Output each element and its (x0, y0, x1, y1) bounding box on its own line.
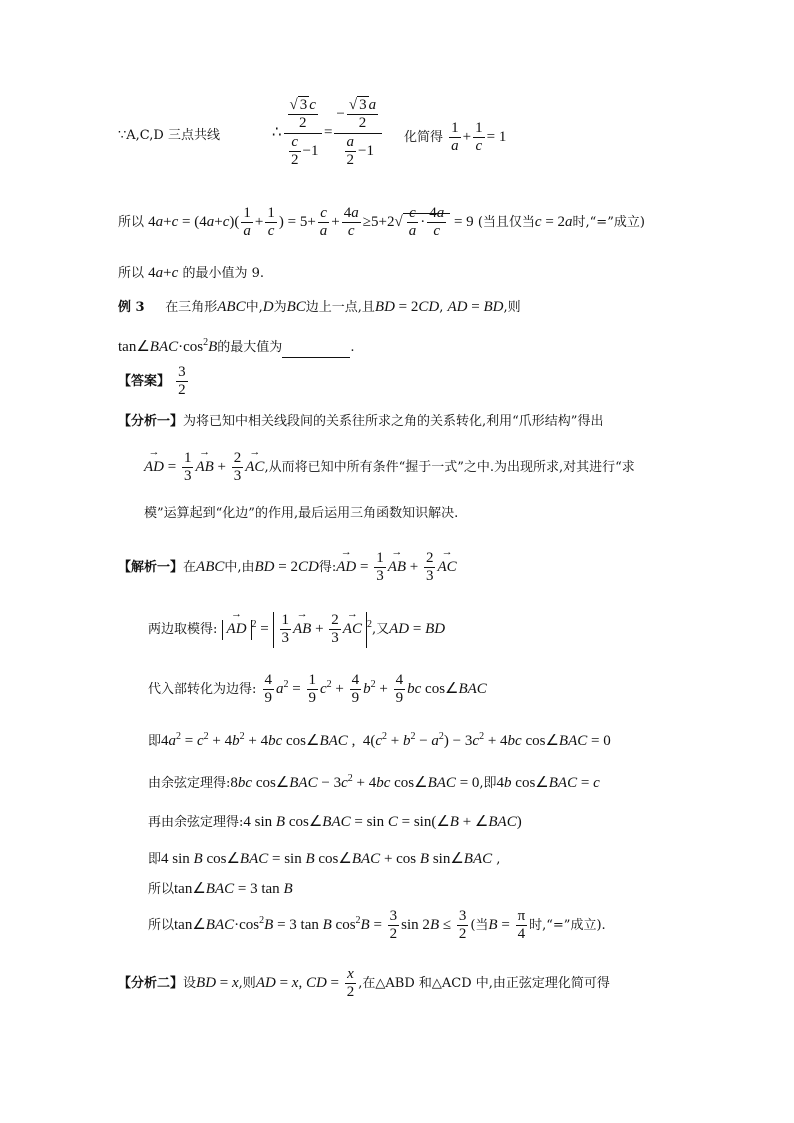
analysis-1-line-3 (144, 506, 458, 523)
solution-1-text-c: 得: (318, 560, 337, 576)
step-expand-label: 即 (148, 734, 162, 749)
step-cosine-law-label: 由余弦定理得: (148, 776, 231, 791)
step-final-label: 所以 (148, 918, 175, 934)
minimum-line: 所以 4a+c 的最小值为 9. (118, 265, 264, 281)
minimum-text: 的最小值为 9. (182, 266, 264, 281)
analysis-2-text-b: ,则 (238, 976, 256, 992)
analysis-2-text-c: ,在△ABD 和△ACD 中,由正弦定理化简可得 (358, 976, 610, 992)
step-cosine-law-text: ,即 (479, 776, 497, 791)
step-cosine-law: 由余弦定理得:8bc cos∠BAC − $3c^2 + 4bc$ cos∠BAC = 0,即4b cos∠BAC = c (148, 773, 600, 791)
analysis-1-text-3: 模”运算起到“化边”的作用,最后运用三角函数知识解决. (144, 506, 459, 521)
step-modulus: 两边取模得: → AD $^2$ = $\frac{1}{3}$ → AB + $\frac{2}{3}$ → AC $^2$,又AD = BD (148, 612, 445, 648)
step-substitute-label: 代入部转化为边得: (148, 682, 257, 698)
step-expand-sine: 即4 sin B cos∠BAC = sin B cos∠BAC + cos B sin∠BAC , (148, 851, 501, 867)
simplify-value: = 1 (486, 129, 507, 146)
analysis-1-formula-line: → AD = $\frac{1}{3}$ → AB + $\frac{2}{3}$ → AC,从而将已知中所有条件“握于一式”之中.为出现所求,对其进行“求 (144, 450, 635, 486)
example-3-question: $\tan\angle BAC\cdot\cos^2B$的最大值为 . (118, 336, 354, 358)
analysis-2-text-a: 设 (183, 976, 197, 992)
example-3-line: 例 3 在三角形ABC中,D为BC边上一点,且BD = 2CD, AD = BD,则 (118, 299, 521, 315)
example-3-text-4: 边上一点,且 (305, 300, 375, 315)
solution-1-line: 【解析一】在ABC中,由BD = 2CD得:→ AD = $\frac{1}{3}$ → AB + $\frac{2}{3}$ → AC (118, 550, 457, 586)
example-3-text-3: 为 (273, 300, 287, 315)
step-sine-law-label: 再由余弦定理得: (148, 815, 244, 830)
analysis-1-label: 【分析一】 (118, 414, 184, 429)
step-tan-label: 所以 (148, 882, 175, 897)
example-3-text-5: ,则 (503, 300, 521, 315)
solution-1-label: 【解析一】 (118, 560, 184, 576)
example-3-text-2: 中, (245, 300, 263, 315)
collinear-text: ∵A,C,D 三点共线 (118, 128, 220, 143)
step-expand: 即$4a^2 = c^2 + 4b^2 + 4bc$ cos∠BAC , $4(c^2 + b^2 - a^2) - 3c^2 + 4bc$ cos∠BAC = 0 (148, 731, 611, 749)
simplify-label: 化简得 (404, 130, 444, 146)
answer-blank (282, 343, 350, 358)
minimum-prefix: 所以 (118, 266, 145, 281)
step-expand-sine-label: 即 (148, 852, 162, 867)
inequality-prefix: 所以 (118, 215, 145, 231)
equality-condition-close: 时,“=”成立) (572, 215, 645, 231)
analysis-1-text-2: ,从而将已知中所有条件“握于一式”之中.为出现所求,对其进行“求 (264, 460, 635, 476)
inequality-line: 所以 4a+c = (4a+c)( $\frac{1}{a}$ + $\frac{1}{c}$ ) = 5+ $\frac{c}{a}$ + $\frac{4a}{c}$ ≥5+2√ $\frac{c}{a}$ · $\frac{4a}{c}$ = 9 (当且仅当c = 2a时,“=”成立) (118, 205, 645, 240)
example-3-text: 在三角形 (165, 300, 218, 315)
answer-label: 【答案】 (118, 374, 171, 390)
step-modulus-text: ,又 (371, 622, 390, 638)
step-final: 所以$\tan\angle BAC\cdot\cos^2B = 3$ tan B $\cos^2B$ = $\frac{3}{2}$ sin 2B ≤ $\frac{3}{2}$ (当B = $\frac{\pi}{4}$ 时,“=”成立). (148, 908, 606, 943)
question-end: . (350, 340, 355, 355)
simplified-result: 化简得 $\frac{1}{a}$ + $\frac{1}{c}$ = 1 (404, 120, 507, 155)
question-text: 的最大值为 (217, 340, 283, 355)
analysis-2-line: 【分析二】设BD = x,则AD = x, CD = $\frac{x}{2}$ ,在△ABD 和△ACD 中,由正弦定理化简可得 (118, 966, 610, 1001)
analysis-1-text: 为将已知中相关线段间的关系往所求之角的关系转化,利用“爪形结构”得出 (183, 414, 604, 429)
collinear-line (118, 128, 220, 145)
equality-condition-open: (当且仅当 (477, 215, 535, 231)
answer-line: 【答案】 $\frac{3}{2}$ (118, 364, 186, 399)
example-3-label: 例 3 (118, 300, 145, 315)
analysis-1-line (118, 414, 603, 431)
solution-1-text-a: 在 (183, 560, 197, 576)
step-tan: 所以tan∠BAC = 3 tan B (148, 881, 293, 897)
collinear-equation: ∴ $\frac{√ 3 c}{2}$ $\frac{c}{2}$ −1 = − $\frac{√ 3 a}{2}$ $\frac{a}{2}$ −1 (272, 97, 384, 169)
solution-1-text-b: 中,由 (224, 560, 255, 576)
step-sine-law: 再由余弦定理得:4 sin B cos∠BAC = sin C = sin(∠B + ∠BAC) (148, 814, 522, 830)
step-modulus-label: 两边取模得: (148, 622, 218, 638)
step-substitute: 代入部转化为边得: $\frac{4}{9}$ $a^2$ = $\frac{1}{9}$ $c^2$ + $\frac{4}{9}$ $b^2$ + $\frac{4}{9}$ bc cos∠BAC (148, 672, 487, 707)
step-final-text: (当 (470, 918, 489, 934)
analysis-2-label: 【分析二】 (118, 976, 184, 992)
step-final-text-2: 时,“=”成立). (529, 918, 606, 934)
